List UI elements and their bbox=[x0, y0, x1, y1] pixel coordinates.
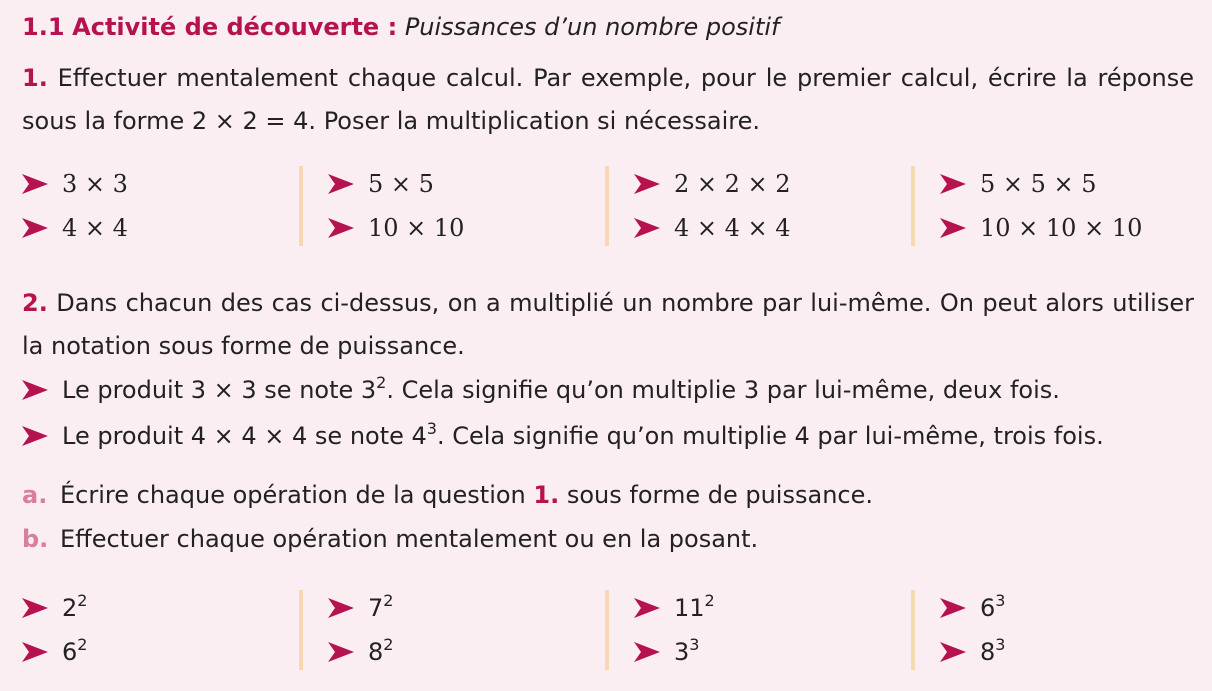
calc-expression: 5 × 5 bbox=[368, 170, 434, 198]
question-2-number: 2. bbox=[22, 289, 48, 317]
arrow-icon bbox=[940, 213, 980, 243]
power-base: 11 bbox=[674, 594, 705, 622]
question-2-text: Dans chacun des cas ci-dessus, on a multiplié un nombre par lui-même. On peut alors utiliser la notation sous forme de puissance. bbox=[22, 289, 1194, 360]
calc-expression: 4 × 4 × 4 bbox=[674, 214, 791, 242]
subquestion-a bbox=[22, 480, 873, 510]
example-item bbox=[22, 375, 1060, 405]
calc-item bbox=[940, 169, 1097, 199]
calc-item bbox=[328, 213, 464, 243]
calc-item bbox=[940, 213, 1142, 243]
calc-expression: 5 × 5 × 5 bbox=[980, 170, 1097, 198]
power-base: 8 bbox=[980, 638, 996, 666]
calc-column-3 bbox=[605, 166, 885, 266]
power-item bbox=[634, 637, 699, 667]
question-1-number: 1. bbox=[22, 64, 48, 92]
arrow-icon bbox=[22, 213, 62, 243]
example-text-post: . Cela signifie qu’on multiplie 4 par lui-même, trois fois. bbox=[436, 422, 1104, 450]
subquestion-letter: b. bbox=[22, 525, 49, 553]
power-column-4 bbox=[911, 590, 1191, 690]
title-heading: Activité de découverte : bbox=[72, 13, 398, 41]
power-item bbox=[940, 637, 1005, 667]
example-exponent: 2 bbox=[376, 373, 387, 392]
arrow-icon bbox=[634, 169, 674, 199]
arrow-icon bbox=[328, 593, 368, 623]
subquestion-b bbox=[22, 524, 758, 554]
calc-item bbox=[22, 169, 128, 199]
calc-grid-2 bbox=[22, 590, 1194, 690]
column-separator bbox=[299, 590, 303, 670]
power-base: 3 bbox=[674, 638, 690, 666]
power-item bbox=[328, 593, 393, 623]
calc-item bbox=[634, 169, 791, 199]
arrow-icon bbox=[940, 169, 980, 199]
arrow-icon bbox=[328, 213, 368, 243]
column-separator bbox=[911, 166, 915, 246]
arrow-icon bbox=[22, 421, 62, 451]
power-exponent: 3 bbox=[995, 635, 1006, 654]
subquestion-letter: a. bbox=[22, 481, 48, 509]
subquestion-text-post: sous forme de puissance. bbox=[559, 481, 873, 509]
column-separator bbox=[605, 166, 609, 246]
subquestion-text-pre: Effectuer chaque opération mentalement ou en la posant. bbox=[60, 525, 759, 553]
arrow-icon bbox=[634, 593, 674, 623]
power-item bbox=[328, 637, 393, 667]
power-exponent: 2 bbox=[383, 591, 394, 610]
power-exponent: 2 bbox=[77, 635, 88, 654]
example-exponent: 3 bbox=[426, 419, 437, 438]
calc-column-1 bbox=[22, 166, 302, 266]
arrow-icon bbox=[22, 375, 62, 405]
calc-expression: 10 × 10 × 10 bbox=[980, 214, 1143, 242]
arrow-icon bbox=[328, 637, 368, 667]
power-exponent: 2 bbox=[704, 591, 715, 610]
example-item bbox=[22, 421, 1104, 451]
power-column-3 bbox=[605, 590, 885, 690]
arrow-icon bbox=[328, 169, 368, 199]
question-1-text: Effectuer mentalement chaque calcul. Par exemple, pour le premier calcul, écrire la réponse sous la forme 2 × 2 = 4. Poser la multiplication si nécessaire. bbox=[22, 64, 1194, 135]
arrow-icon bbox=[22, 169, 62, 199]
calc-column-4 bbox=[911, 166, 1191, 266]
arrow-icon bbox=[22, 593, 62, 623]
calc-column-2 bbox=[299, 166, 579, 266]
arrow-icon bbox=[634, 213, 674, 243]
example-text-post: . Cela signifie qu’on multiplie 3 par lui-même, deux fois. bbox=[386, 376, 1060, 404]
power-exponent: 3 bbox=[689, 635, 700, 654]
power-exponent: 3 bbox=[995, 591, 1006, 610]
column-separator bbox=[299, 166, 303, 246]
calc-expression: 2 × 2 × 2 bbox=[674, 170, 791, 198]
power-base: 6 bbox=[62, 638, 78, 666]
subquestion-ref: 1. bbox=[533, 481, 560, 509]
calc-expression: 4 × 4 bbox=[62, 214, 128, 242]
power-exponent: 2 bbox=[77, 591, 88, 610]
power-exponent: 2 bbox=[383, 635, 394, 654]
question-1 bbox=[22, 57, 1194, 143]
question-2 bbox=[22, 282, 1194, 368]
column-separator bbox=[911, 590, 915, 670]
power-base: 8 bbox=[368, 638, 384, 666]
power-base: 2 bbox=[62, 594, 78, 622]
power-column-2 bbox=[299, 590, 579, 690]
arrow-icon bbox=[22, 637, 62, 667]
power-base: 6 bbox=[980, 594, 996, 622]
column-separator bbox=[605, 590, 609, 670]
example-text-pre: Le produit 4 × 4 × 4 se note 4 bbox=[62, 422, 427, 450]
power-item bbox=[940, 593, 1005, 623]
arrow-icon bbox=[634, 637, 674, 667]
activity-title bbox=[22, 13, 779, 41]
power-base: 7 bbox=[368, 594, 384, 622]
arrow-icon bbox=[940, 637, 980, 667]
calc-item bbox=[22, 213, 128, 243]
power-item bbox=[634, 593, 715, 623]
subquestion-text-pre: Écrire chaque opération de la question bbox=[60, 481, 534, 509]
calc-expression: 10 × 10 bbox=[368, 214, 465, 242]
arrow-icon bbox=[940, 593, 980, 623]
power-item bbox=[22, 637, 87, 667]
title-subtitle: Puissances d’un nombre positif bbox=[404, 13, 780, 41]
calc-item bbox=[634, 213, 791, 243]
power-column-1 bbox=[22, 590, 302, 690]
calc-item bbox=[328, 169, 434, 199]
power-item bbox=[22, 593, 87, 623]
example-text-pre: Le produit 3 × 3 se note 3 bbox=[62, 376, 377, 404]
calc-grid-1 bbox=[22, 166, 1194, 266]
calc-expression: 3 × 3 bbox=[62, 170, 128, 198]
title-number: 1.1 bbox=[22, 13, 65, 41]
